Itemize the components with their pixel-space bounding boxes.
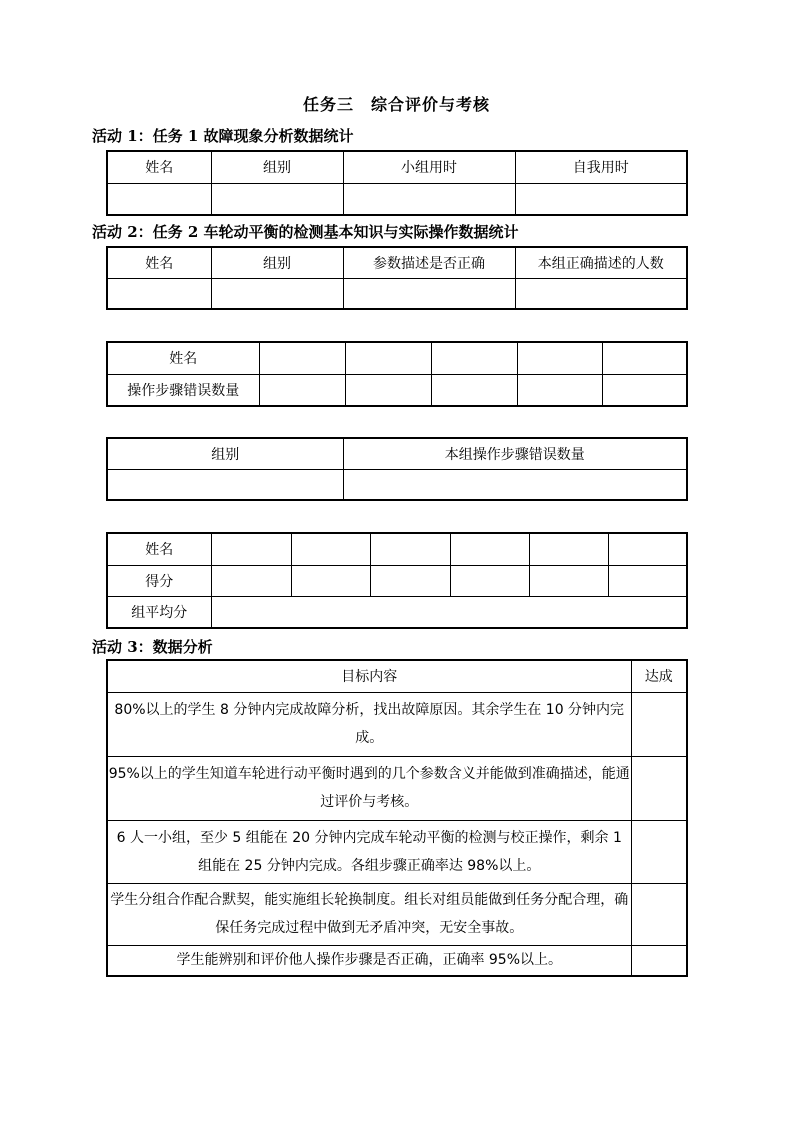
input-cell[interactable] bbox=[211, 278, 343, 309]
achieved-cell[interactable] bbox=[631, 820, 687, 883]
activity1-table bbox=[106, 150, 688, 216]
input-cell[interactable] bbox=[517, 374, 602, 406]
header-group-error-count: 本组操作步骤错误数量 bbox=[343, 438, 687, 469]
header-target-content: 目标内容 bbox=[107, 660, 631, 692]
input-cell[interactable] bbox=[107, 278, 211, 309]
activity2-table3 bbox=[106, 437, 688, 501]
input-cell[interactable] bbox=[431, 374, 517, 406]
target-row: 95%以上的学生知道车轮进行动平衡时遇到的几个参数含义并能做到准确描述，能通过评价与考核。 bbox=[107, 756, 631, 820]
header-group: 组别 bbox=[211, 247, 343, 278]
input-cell[interactable] bbox=[450, 565, 529, 596]
row-label-group-average: 组平均分 bbox=[107, 596, 211, 628]
achieved-cell[interactable] bbox=[631, 945, 687, 976]
input-cell[interactable] bbox=[602, 342, 687, 374]
row-label-score: 得分 bbox=[107, 565, 211, 596]
header-self-time: 自我用时 bbox=[515, 151, 687, 183]
target-row: 学生能辨别和评价他人操作步骤是否正确，正确率 95%以上。 bbox=[107, 945, 631, 976]
activity1-heading: 活动 1：任务 1 故障现象分析数据统计 bbox=[92, 127, 354, 145]
row-label-name: 姓名 bbox=[107, 342, 259, 374]
input-cell[interactable] bbox=[370, 565, 450, 596]
input-cell[interactable] bbox=[608, 565, 687, 596]
activity3-table bbox=[106, 659, 688, 977]
input-cell[interactable] bbox=[107, 469, 343, 500]
target-row: 学生分组合作配合默契，能实施组长轮换制度。组长对组员能做到任务分配合理，确保任务完成过程中做到无矛盾冲突，无安全事故。 bbox=[107, 883, 631, 945]
input-cell[interactable] bbox=[291, 533, 370, 565]
page-title: 任务三 综合评价与考核 bbox=[302, 95, 490, 114]
target-row: 80%以上的学生 8 分钟内完成故障分析，找出故障原因。其余学生在 10 分钟内完成。 bbox=[107, 692, 631, 756]
input-cell[interactable] bbox=[345, 374, 431, 406]
header-group: 组别 bbox=[211, 151, 343, 183]
input-cell[interactable] bbox=[259, 342, 345, 374]
input-cell[interactable] bbox=[345, 342, 431, 374]
input-cell[interactable] bbox=[211, 533, 291, 565]
activity3-heading: 活动 3：数据分析 bbox=[92, 638, 213, 656]
input-cell[interactable] bbox=[450, 533, 529, 565]
achieved-cell[interactable] bbox=[631, 692, 687, 756]
activity2-heading: 活动 2：任务 2 车轮动平衡的检测基本知识与实际操作数据统计 bbox=[92, 223, 519, 241]
input-cell[interactable] bbox=[515, 278, 687, 309]
input-cell[interactable] bbox=[343, 278, 515, 309]
achieved-cell[interactable] bbox=[631, 756, 687, 820]
header-group: 组别 bbox=[107, 438, 343, 469]
activity2-table1 bbox=[106, 246, 688, 310]
header-name: 姓名 bbox=[107, 151, 211, 183]
achieved-cell[interactable] bbox=[631, 883, 687, 945]
input-cell[interactable] bbox=[529, 533, 608, 565]
header-param-correct: 参数描述是否正确 bbox=[343, 247, 515, 278]
input-cell[interactable] bbox=[343, 469, 687, 500]
row-label-name: 姓名 bbox=[107, 533, 211, 565]
header-achieved: 达成 bbox=[631, 660, 687, 692]
input-cell[interactable] bbox=[211, 183, 343, 215]
input-cell[interactable] bbox=[291, 565, 370, 596]
input-cell[interactable] bbox=[107, 183, 211, 215]
input-cell[interactable] bbox=[515, 183, 687, 215]
input-cell[interactable] bbox=[343, 183, 515, 215]
input-cell[interactable] bbox=[211, 596, 687, 628]
input-cell[interactable] bbox=[370, 533, 450, 565]
row-label-error-count: 操作步骤错误数量 bbox=[107, 374, 259, 406]
input-cell[interactable] bbox=[517, 342, 602, 374]
input-cell[interactable] bbox=[431, 342, 517, 374]
activity2-table2 bbox=[106, 341, 688, 407]
input-cell[interactable] bbox=[602, 374, 687, 406]
header-group-time: 小组用时 bbox=[343, 151, 515, 183]
target-row: 6 人一小组，至少 5 组能在 20 分钟内完成车轮动平衡的检测与校正操作，剩余 1 组能在 25 分钟内完成。各组步骤正确率达 98%以上。 bbox=[107, 820, 631, 883]
input-cell[interactable] bbox=[608, 533, 687, 565]
activity2-table4 bbox=[106, 532, 688, 629]
header-correct-count: 本组正确描述的人数 bbox=[515, 247, 687, 278]
input-cell[interactable] bbox=[259, 374, 345, 406]
input-cell[interactable] bbox=[211, 565, 291, 596]
input-cell[interactable] bbox=[529, 565, 608, 596]
header-name: 姓名 bbox=[107, 247, 211, 278]
